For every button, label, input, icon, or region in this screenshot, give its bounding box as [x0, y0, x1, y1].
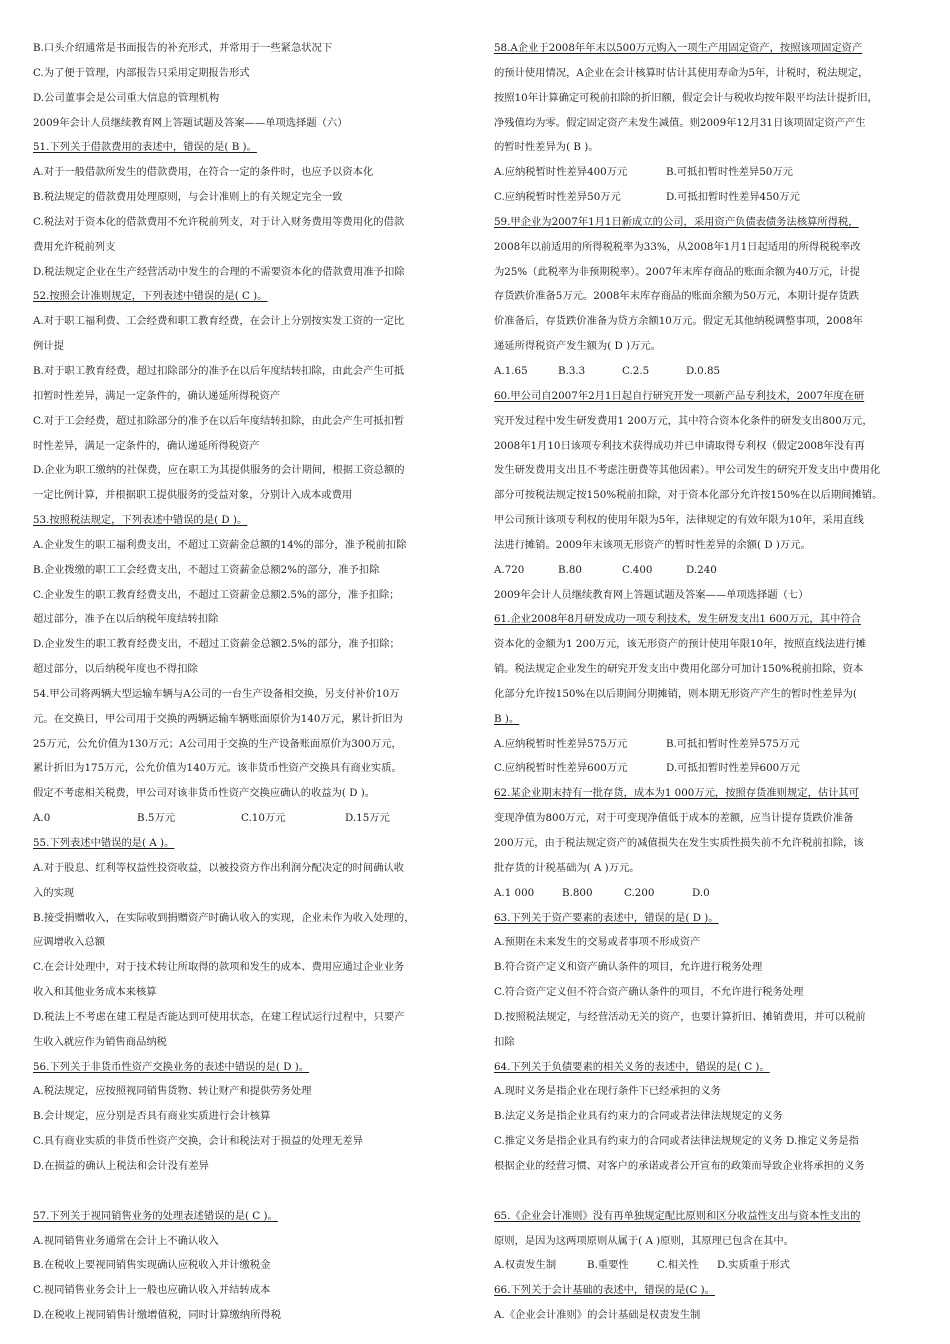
option-line: B.口头介绍通常是书面报告的补充形式，并常用于一些紧急状况下: [33, 42, 333, 54]
question-54-line: 25万元，公允价值为130万元；A公司用于交换的生产设备账面原价为300万元，: [33, 737, 402, 750]
option-line: D.在损益的确认上税法和会计没有差异: [33, 1159, 209, 1172]
option-line: C.推定义务是指企业具有约束力的合同或者法律法规规定的义务 D.推定义务是指: [494, 1135, 860, 1148]
question-52: [33, 284, 471, 309]
option-c: C.2.5: [622, 364, 650, 377]
question-line: 原则，是因为这两项原则从属于( A )原则，其原理已包含在其中。: [494, 1234, 795, 1247]
question-62: [494, 781, 932, 806]
option-line: B.符合资产定义和资产确认条件的项目，允许进行税务处理: [494, 961, 763, 974]
options-row: [494, 160, 932, 185]
question-line: 甲公司预计该项专利权的使用年限为5年，法律规定的有效年限为10年，采用直线: [494, 514, 864, 527]
option-line: C.对于工会经费，超过扣除部分的准予在以后年度结转扣除，由此会产生可抵扣暂: [33, 414, 405, 427]
question-line: 2008年1月10日该项专利技术获得成功并已申请取得专利权（假定2008年没有再: [494, 439, 865, 452]
option-a: A.720: [494, 563, 525, 576]
option-line: 扣暂时性差异，满足一定条件的，确认递延所得税资产: [33, 389, 281, 402]
question-line: 递延所得税资产发生额为( D )万元。: [494, 340, 661, 353]
question-text: 60.甲公司自2007年2月1日起自行研究开发一项新产品专利技术，2007年度在研: [494, 389, 865, 402]
question-line: 变现净值为800万元，对于可变现净值低于成本的差额，应当计提存货跌价准备: [494, 812, 854, 825]
option-line: 超过部分，准予在以后纳税年度结转扣除: [33, 613, 219, 626]
spacer: [33, 1179, 471, 1204]
option-c: C.10万元: [241, 812, 286, 825]
options-row: [494, 756, 932, 781]
option-line: D.税法上不考虑在建工程是否能达到可使用状态，在建工程试运行过程中，只要产: [33, 1010, 405, 1023]
option-line: 收入和其他业务成本来核算: [33, 986, 157, 999]
question-line: 按照10年计算确定可税前扣除的折旧额，假定会计与税收均按年限平均法计提折旧，: [494, 91, 878, 104]
question-text: 51.下列关于借款费用的表述中，错误的是( B )。: [33, 141, 257, 154]
question-58: [494, 36, 932, 61]
option-line: A.税法规定，应按照视同销售货物、转让财产和提供劳务处理: [33, 1085, 312, 1098]
question-61: [494, 607, 932, 632]
option-b: B.3.3: [558, 364, 586, 377]
option-line: C.企业发生的职工教育经费支出，不超过工资薪金总额2.5%的部分，准予扣除；: [33, 588, 400, 601]
question-text: 57.下列关于视同销售业务的处理表述错误的是( C )。: [33, 1209, 278, 1222]
option-b: B.可抵扣暂时性差异575万元: [666, 737, 800, 750]
section-heading: 2009年会计人员继续教育网上答题试题及答案——单项选择题（六）: [33, 116, 348, 129]
option-line: D.税法规定企业在生产经营活动中发生的合理的不需要资本化的借款费用准予扣除: [33, 265, 405, 278]
question-line: 化部分允许按150%在以后期间分期摊销，则本期无形资产产生的暂时性差异为(: [494, 687, 857, 700]
question-57: [33, 1204, 471, 1229]
option-line: D.按照税法规定，与经营活动无关的资产，也要计算折旧、摊销费用，并可以税前: [494, 1010, 866, 1023]
option-c: C.应纳税暂时性差异50万元: [494, 191, 621, 204]
question-line: 存货跌价准备5万元。2008年末库存商品的账面余额为50万元，本期计提存货跌: [494, 290, 860, 303]
option-line: 超过部分，以后纳税年度也不得扣除: [33, 663, 198, 676]
option-line: D.在税收上视同销售计缴增值税，同时计算缴纳所得税: [33, 1309, 281, 1322]
option-line: B.法定义务是指企业具有约束力的合同或者法律法规规定的义务: [494, 1110, 783, 1123]
option-a: A.应纳税暂时性差异575万元: [494, 737, 628, 750]
option-b: B.80: [558, 563, 582, 576]
option-line: A.《企业会计准则》的会计基础是权责发生制: [494, 1309, 701, 1322]
option-line: C.具有商业实质的非货币性资产交换，会计和税法对于损益的处理无差异: [33, 1135, 363, 1148]
option-line: B.税法规定的借款费用处理原则，与会计准则上的有关规定完全一致: [33, 191, 343, 204]
question-63: [494, 906, 932, 931]
question-line: 为25%（此税率为非预期税率）。2007年末库存商品的账面余额为40万元，计提: [494, 265, 860, 278]
option-line: A.对于股息、红利等权益性投资收益，以被投资方作出利润分配决定的时间确认收: [33, 861, 405, 874]
question-line: 资本化的金额为1 200万元，该无形资产的预计使用年限10年，按照直线法进行摊: [494, 638, 867, 651]
question-line: 200万元，由于税法规定资产的减值损失在发生实质性损失前不允许税前扣除，该: [494, 837, 864, 849]
question-text: 63.下列关于资产要素的表述中，错误的是( D )。: [494, 911, 719, 924]
question-line: 的预计使用情况，A企业在会计核算时估计其使用寿命为5年，计税时，税法规定，: [494, 66, 869, 79]
options-row: [494, 881, 932, 906]
question-56: [33, 1055, 471, 1080]
answer-fragment: B )。: [494, 712, 520, 725]
option-a: A.1 000: [494, 886, 535, 899]
question-line: 发生研发费用支出且不考虑注册费等其他因素）。甲公司发生的研究开发支出中费用化: [494, 464, 881, 477]
question-text: 65.《企业会计准则》没有再单独规定配比原则和区分收益性支出与资本性支出的: [494, 1209, 861, 1222]
option-b: B.重要性: [587, 1259, 629, 1272]
question-text: 59.甲企业为2007年1月1日新成立的公司，采用资产负债表债务法核算所得税，: [494, 215, 859, 228]
options-row: [494, 558, 932, 583]
question-line: 2008年以前适用的所得税税率为33%，从2008年1月1日起适用的所得税税率改: [494, 240, 861, 253]
question-line: 究开发过程中发生研发费用1 200万元，其中符合资本化条件的研发支出800万元，: [494, 414, 873, 427]
option-c: C.400: [622, 563, 653, 576]
option-d: D.240: [686, 563, 717, 576]
option-line: B.会计规定，应分别是否具有商业实质进行会计核算: [33, 1110, 271, 1123]
option-line: C.为了便于管理，内部报告只采用定期报告形式: [33, 66, 250, 79]
question-text: 62.某企业期末持有一批存货，成本为1 000万元，按照存货准则规定，估计其可: [494, 787, 860, 800]
question-text: 61.企业2008年8月研发成功一项专利技术，发生研发支出1 600万元，其中符合: [494, 613, 861, 626]
option-line: A.预期在未来发生的交易或者事项不形成资产: [494, 936, 701, 949]
option-d: D.0: [692, 886, 710, 899]
option-c: C.相关性: [657, 1259, 699, 1272]
option-line: C.在会计处理中，对于技术转让所取得的款项和发生的成本、费用应通过企业业务: [33, 961, 405, 974]
question-55: [33, 831, 471, 856]
options-row: [494, 732, 932, 757]
question-line: 销。税法规定企业发生的研究开发支出中费用化部分可加计150%税前扣除，资本: [494, 663, 864, 676]
option-line: 应调增收入总额: [33, 936, 106, 949]
option-line: B.企业拨缴的职工工会经费支出，不超过工资薪金总额2%的部分，准予扣除: [33, 563, 380, 576]
option-line: 一定比例计算，并根据职工提供服务的受益对象，分别计入成本或费用: [33, 489, 353, 502]
question-text: 56.下列关于非货币性资产交换业务的表述中错误的是( D )。: [33, 1060, 310, 1073]
option-b: B.800: [562, 886, 593, 899]
options-row: [494, 1253, 932, 1278]
question-54-line: 假定不考虑相关税费，甲公司对该非货币性资产交换应确认的收益为( D )。: [33, 787, 376, 800]
option-b: B.可抵扣暂时性差异50万元: [666, 166, 793, 179]
option-line: 费用允许税前列支: [33, 240, 116, 253]
option-line: B.对于职工教育经费，超过扣除部分的准予在以后年度结转扣除，由此会产生可抵: [33, 364, 405, 377]
question-66: [494, 1278, 932, 1303]
question-60: [494, 384, 932, 409]
question-text: 64.下列关于负债要素的相关义务的表述中，错误的是( C )。: [494, 1060, 770, 1073]
option-line: C.符合资产定义但不符合资产确认条件的项目，不允许进行税务处理: [494, 986, 804, 999]
option-line: A.视同销售业务通常在会计上不确认收入: [33, 1234, 219, 1247]
left-column: [33, 36, 471, 1328]
option-d: D.实质重于形式: [717, 1259, 790, 1272]
question-59: [494, 210, 932, 235]
option-a: A.0: [33, 812, 51, 825]
question-65: [494, 1204, 932, 1229]
option-line: B.接受捐赠收入，在实际收到捐赠资产时确认收入的实现，企业未作为收入处理的，: [33, 911, 415, 924]
option-line: C.税法对于资本化的借款费用不允许税前列支，对于计入财务费用等费用化的借款: [33, 215, 405, 228]
option-d: D.可抵扣暂时性差异600万元: [666, 762, 800, 775]
option-line: 例计提: [33, 340, 64, 353]
question-line: 法进行摊销。2009年末该项无形资产的暂时性差异的余额( D )万元。: [494, 538, 811, 551]
options-row: [494, 185, 932, 210]
option-d: D.15万元: [345, 812, 390, 825]
option-line: 时性差异，满足一定条件的，确认递延所得税资产: [33, 439, 260, 452]
option-a: A.1.65: [494, 364, 528, 377]
option-line: A.企业发生的职工福利费支出，不超过工资薪金总额的14%的部分，准予税前扣除: [33, 538, 407, 551]
question-54-line: 累计折旧为175万元，公允价值为140万元。该非货币性资产交换具有商业实质。: [33, 762, 402, 775]
option-line: A.现时义务是指企业在现行条件下已经承担的义务: [494, 1085, 721, 1098]
option-d: D.0.85: [686, 364, 721, 377]
option-line: A.对于一般借款所发生的借款费用，在符合一定的条件时，也应予以资本化: [33, 166, 374, 179]
option-line: D.企业发生的职工教育经费支出，不超过工资薪金总额2.5%的部分，准予扣除；: [33, 638, 400, 651]
option-d: D.可抵扣暂时性差异450万元: [666, 191, 800, 204]
option-b: B.5万元: [137, 812, 175, 825]
section-heading: 2009年会计人员继续教育网上答题试题及答案——单项选择题（七）: [494, 588, 809, 601]
question-51: [33, 135, 471, 160]
question-54-line: 54.甲公司将两辆大型运输车辆与A公司的一台生产设备相交换，另支付补价10万: [33, 687, 400, 700]
right-column: [494, 36, 932, 1328]
option-line: 根据企业的经营习惯、对客户的承诺或者公开宣布的政策而导致企业将承担的义务: [494, 1159, 865, 1172]
option-line: 扣除: [494, 1035, 515, 1048]
question-53: [33, 508, 471, 533]
options-row: [494, 359, 932, 384]
option-line: 生收入就应作为销售商品纳税: [33, 1035, 167, 1048]
question-text: 55.下列表述中错误的是( A )。: [33, 837, 175, 849]
question-line: 批存货的计税基础为( A )万元。: [494, 861, 640, 874]
option-line: B.在税收上要视同销售实现确认应税收入并计缴税金: [33, 1259, 271, 1272]
question-text: 52.按照会计准则规定，下列表述中错误的是( C )。: [33, 290, 268, 303]
option-line: A.对于职工福利费、工会经费和职工教育经费，在会计上分别按实发工资的一定比: [33, 315, 405, 328]
question-text: 66.下列关于会计基础的表述中，错误的是(C )。: [494, 1284, 715, 1297]
question-line: 部分可按税法规定按150%税前扣除，对于资本化部分允许按150%在以后期间摊销。: [494, 489, 883, 502]
question-text: 58.A企业于2008年年末以500万元购入一项生产用固定资产，按照该项固定资产: [494, 42, 863, 54]
option-line: D.企业为职工缴纳的社保费，应在职工为其提供服务的会计期间，根据工资总额的: [33, 464, 405, 477]
question-line: 的暂时性差异为( B )。: [494, 141, 599, 154]
option-line: 入的实现: [33, 886, 75, 899]
option-c: C.200: [624, 886, 655, 899]
spacer: [494, 1179, 932, 1204]
option-c: C.应纳税暂时性差异600万元: [494, 762, 628, 775]
question-text: 53.按照税法规定，下列表述中错误的是( D )。: [33, 514, 248, 527]
question-line: 净残值均为零。假定固定资产未发生减值。则2009年12月31日该项固定资产产生: [494, 116, 866, 129]
option-line: C.视同销售业务会计上一般也应确认收入并结转成本: [33, 1284, 271, 1297]
options-row: [33, 806, 471, 831]
question-line: 价准备后，存货跌价准备为贷方余额10万元。假定无其他纳税调整事项，2008年: [494, 315, 863, 328]
option-a: A.权责发生制: [494, 1259, 557, 1272]
question-64: [494, 1055, 932, 1080]
option-a: A.应纳税暂时性差异400万元: [494, 166, 628, 179]
option-line: D.公司董事会是公司重大信息的管理机构: [33, 91, 220, 104]
question-54-line: 元。在交换日，甲公司用于交换的两辆运输车辆账面原价为140万元，累计折旧为: [33, 712, 403, 725]
